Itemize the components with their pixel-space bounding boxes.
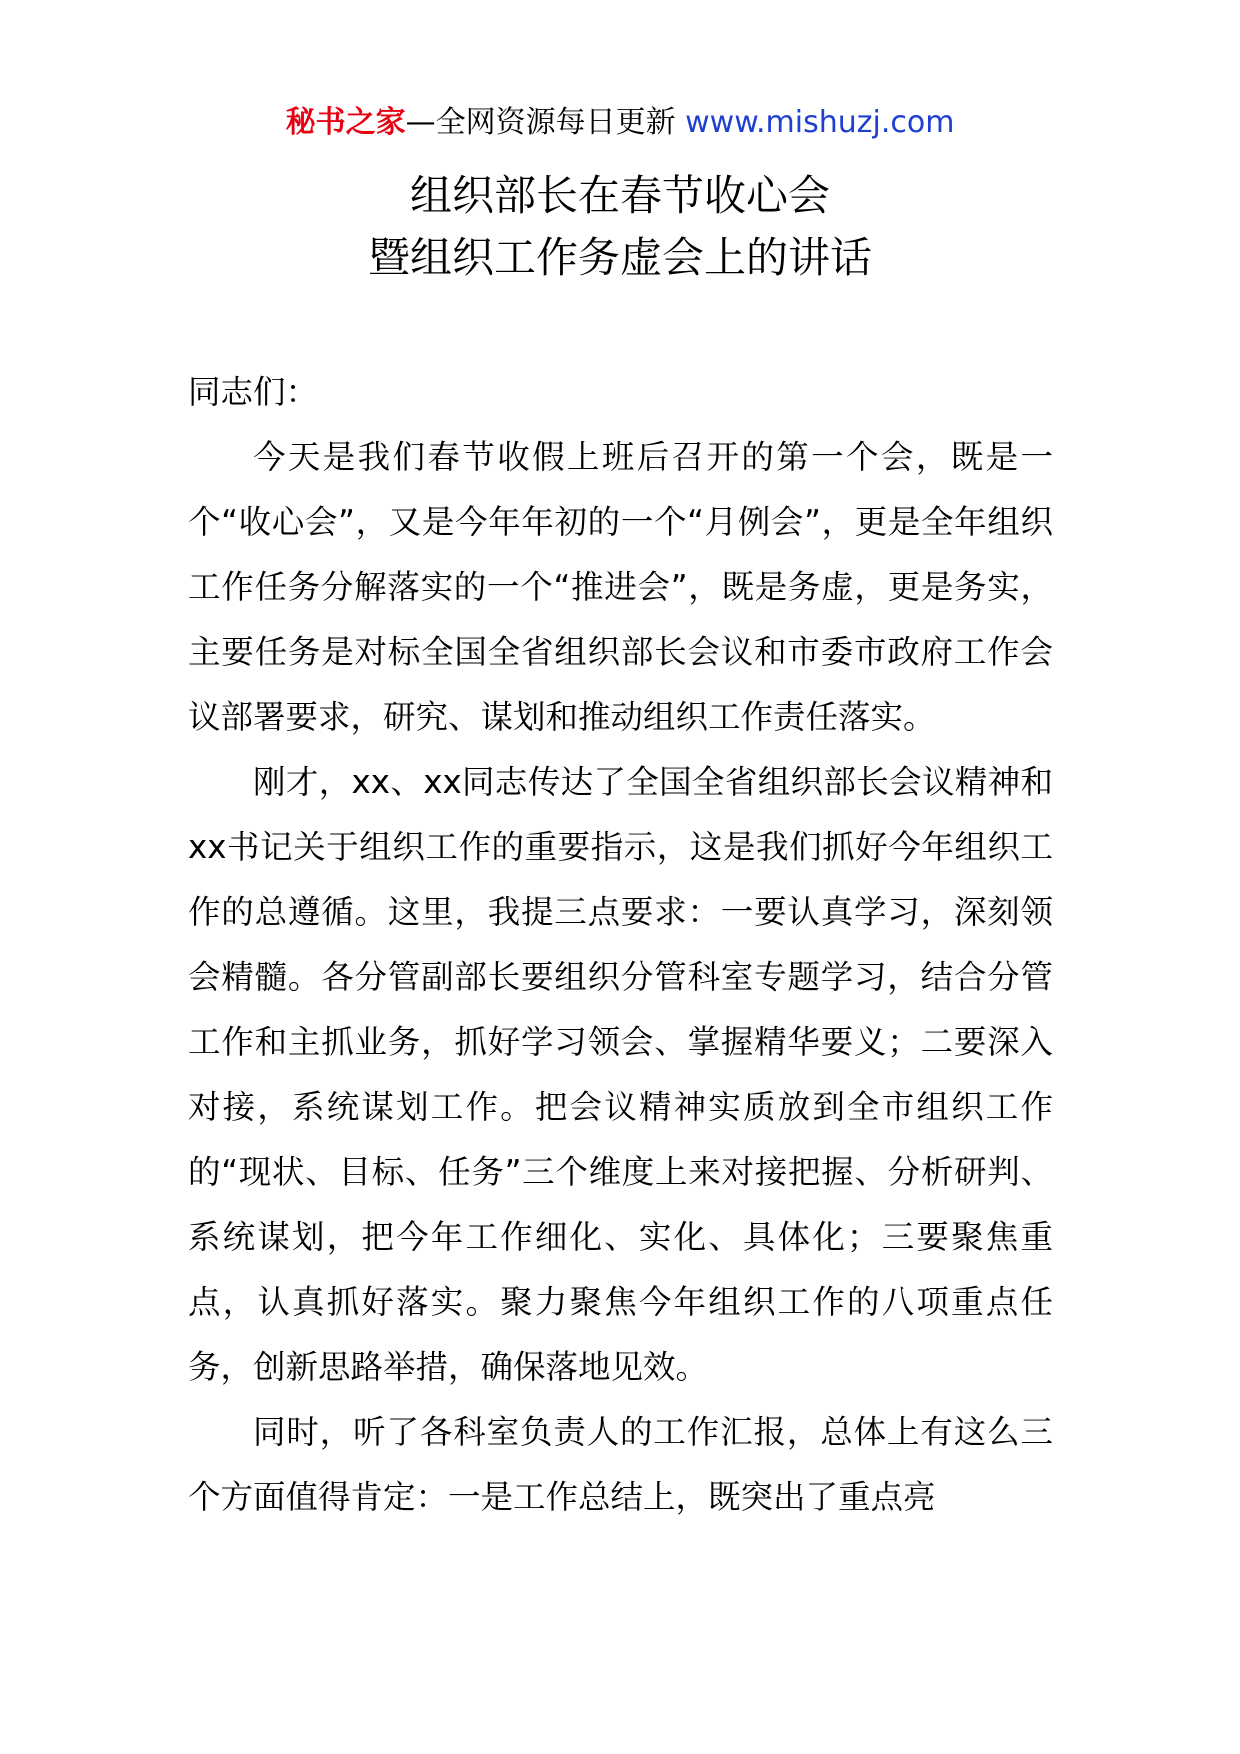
paragraph-2: 刚才，xx、xx同志传达了全国全省组织部长会议精神和xx书记关于组织工作的重要指示，这是我们抓好今年组织工作的总遵循。这里，我提三点要求：一要认真学习，深刻领会精髓。各分管副部长要组织分管科室专题学习，结合分管工作和主抓业务，抓好学习领会、掌握精华要义；二要深入对接，系统谋划工作。把会议精神实质放到全市组织工作的“现状、目标、任务”三个维度上来对接把握、分析研判、系统谋划，把今年工作细化、实化、具体化；三要聚焦重点，认真抓好落实。聚力聚焦今年组织工作的八项重点任务，创新思路举措，确保落地见效。 — [188, 763, 1053, 1386]
brand-name: 秘书之家 — [285, 105, 406, 140]
header-slogan: —全网资源每日更新 — [405, 105, 686, 140]
site-header — [0, 100, 1240, 146]
paragraph-1: 今天是我们春节收假上班后召开的第一个会，既是一个“收心会”，又是今年年初的一个“月例会”，更是全年组织工作任务分解落实的一个“推进会”，既是务虚，更是务实，主要任务是对标全国全省组织部长会议和市委市政府工作会议部署要求，研究、谋划和推动组织工作责任落实。 — [188, 438, 1053, 736]
document-body — [188, 360, 1053, 1530]
paragraph-3: 同时，听了各科室负责人的工作汇报，总体上有这么三个方面值得肯定：一是工作总结上，既突出了重点亮 — [188, 1413, 1053, 1516]
document-title-line-1: 组织部长在春节收心会 — [409, 171, 830, 220]
site-url-link[interactable]: www.mishuzj.com — [685, 105, 955, 140]
salutation: 同志们： — [188, 373, 319, 411]
document-title-line-2: 暨组织工作务虚会上的讲话 — [367, 233, 872, 282]
